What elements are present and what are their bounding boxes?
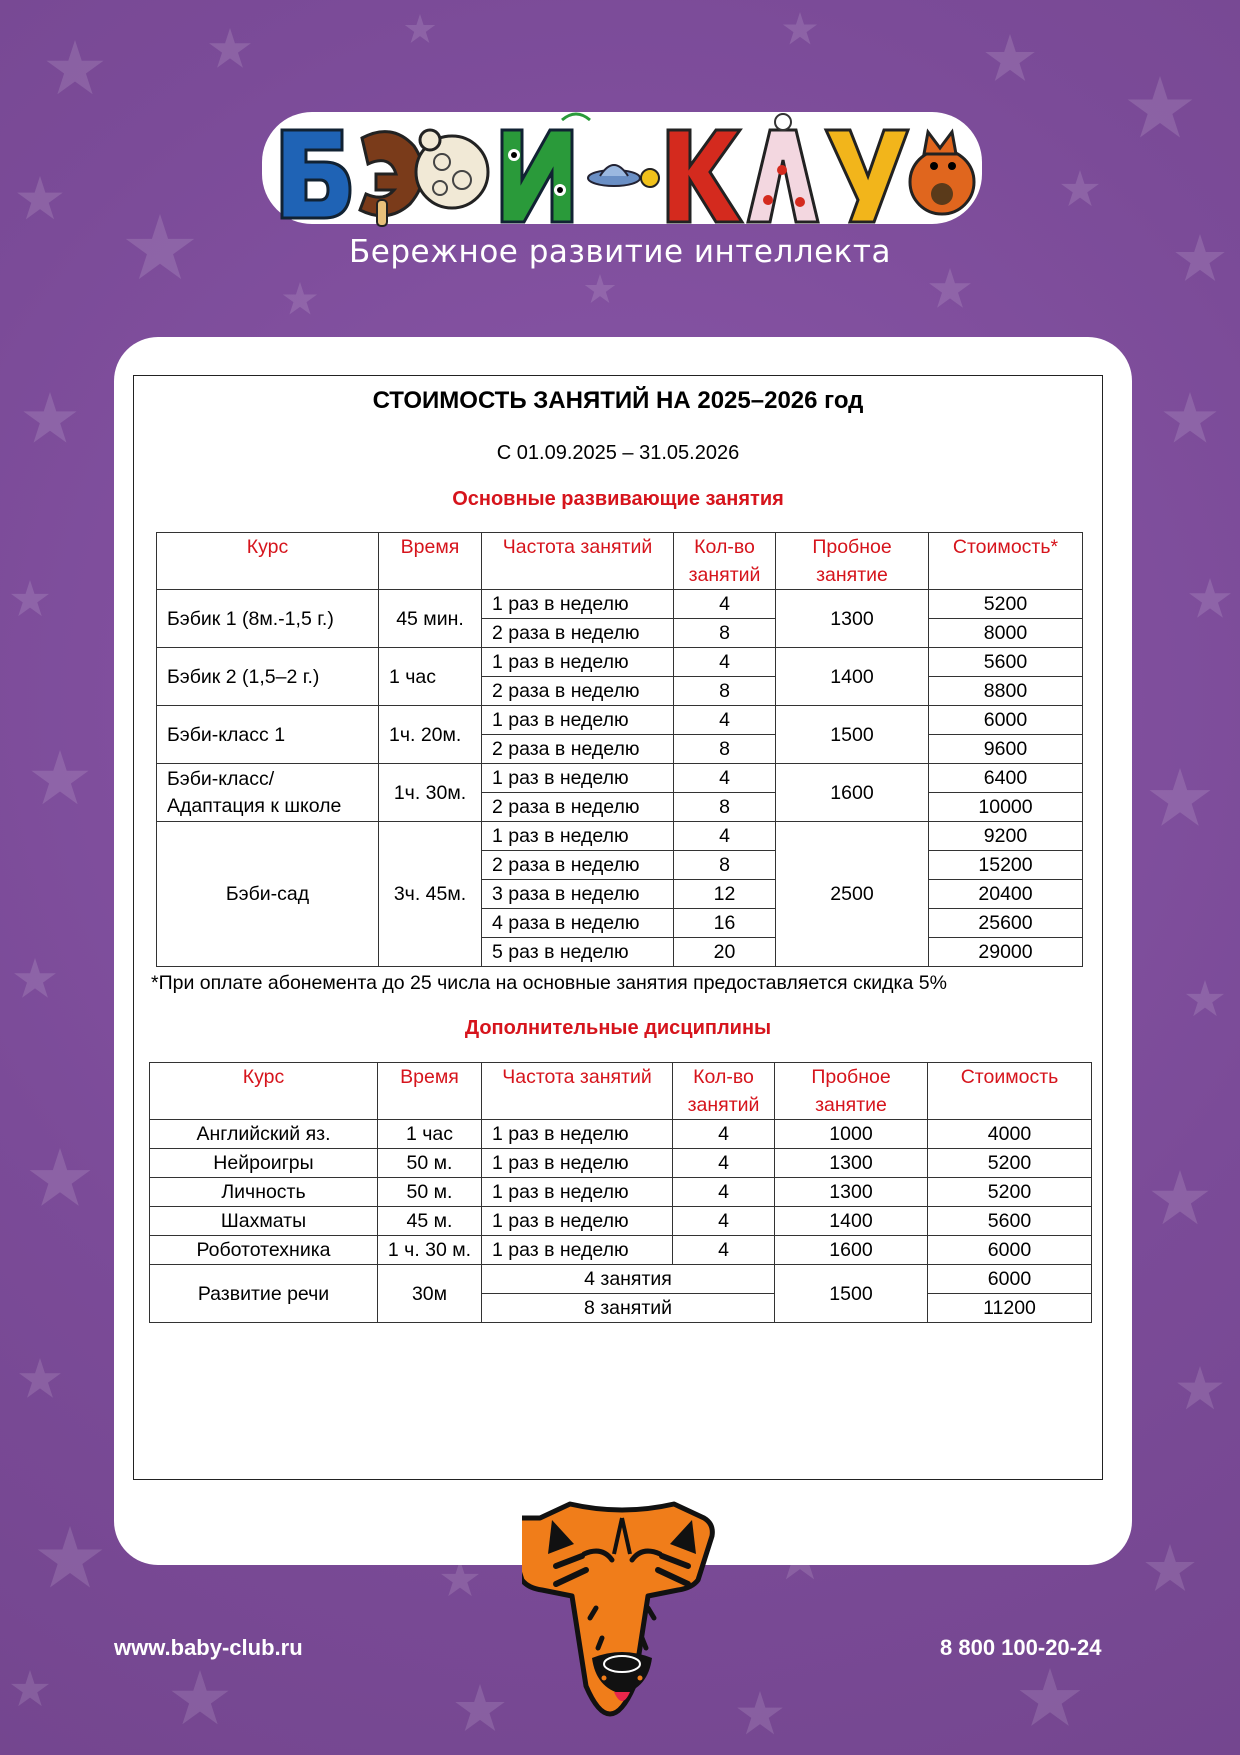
count-cell: 16: [674, 909, 776, 938]
price-cell: 4000: [928, 1120, 1092, 1149]
price-cell: 5600: [928, 1207, 1092, 1236]
course-cell: Английский яз.: [150, 1120, 378, 1149]
count-cell: 8: [674, 793, 776, 822]
table-header-row: [157, 533, 1083, 590]
column-header: Курс: [150, 1063, 378, 1120]
course-cell: Развитие речи: [150, 1265, 378, 1323]
time-cell: 50 м.: [378, 1178, 482, 1207]
table-row: [157, 648, 1083, 677]
trial-cell: 1300: [775, 1149, 928, 1178]
discount-note: *При оплате абонемента до 25 числа на основные занятия предоставляется скидка 5%: [151, 972, 947, 994]
column-header: Пробное занятие: [776, 533, 929, 590]
trial-cell: 2500: [776, 822, 929, 967]
trial-cell: 1600: [775, 1236, 928, 1265]
time-cell: 1ч. 30м.: [379, 764, 482, 822]
frequency-cell: 1 раз в неделю: [482, 1236, 673, 1265]
table-row: [150, 1149, 1092, 1178]
frequency-cell: 5 раз в неделю: [482, 938, 674, 967]
course-cell: Бэби-сад: [157, 822, 379, 967]
price-cell: 6400: [929, 764, 1083, 793]
table-row: [157, 706, 1083, 735]
price-cell: 6000: [929, 706, 1083, 735]
course-cell: Бэбик 2 (1,5–2 г.): [157, 648, 379, 706]
price-cell: 15200: [929, 851, 1083, 880]
frequency-cell: 1 раз в неделю: [482, 590, 674, 619]
count-cell: 4: [674, 822, 776, 851]
course-cell: Бэби-класс/ Адаптация к школе: [157, 764, 379, 822]
table-row: [150, 1120, 1092, 1149]
count-cell: 4: [674, 590, 776, 619]
count-cell: 20: [674, 938, 776, 967]
course-cell: Шахматы: [150, 1207, 378, 1236]
table-row: [150, 1207, 1092, 1236]
frequency-cell: 1 раз в неделю: [482, 706, 674, 735]
frequency-cell: 1 раз в неделю: [482, 1120, 673, 1149]
table-row: [157, 764, 1083, 793]
count-cell: 4: [674, 648, 776, 677]
price-cell: 8800: [929, 677, 1083, 706]
frequency-cell: 2 раза в неделю: [482, 735, 674, 764]
table-header-row: [150, 1063, 1092, 1120]
frequency-cell: 2 раза в неделю: [482, 851, 674, 880]
baby-club-logo: [262, 100, 982, 235]
table-row: [150, 1178, 1092, 1207]
time-cell: 1 ч. 30 м.: [378, 1236, 482, 1265]
page-title: СТОИМОСТЬ ЗАНЯТИЙ НА 2025–2026 год: [372, 387, 864, 414]
course-cell: Нейроигры: [150, 1149, 378, 1178]
price-cell: 10000: [929, 793, 1083, 822]
table-row: [157, 822, 1083, 851]
count-cell: 12: [674, 880, 776, 909]
price-cell: 5200: [928, 1178, 1092, 1207]
price-cell: 5200: [929, 590, 1083, 619]
frequency-cell: 2 раза в неделю: [482, 619, 674, 648]
frequency-cell: 2 раза в неделю: [482, 677, 674, 706]
frequency-cell: 2 раза в неделю: [482, 793, 674, 822]
frequency-cell: 1 раз в неделю: [482, 822, 674, 851]
column-header: Кол-во занятий: [674, 533, 776, 590]
trial-cell: 1400: [776, 648, 929, 706]
period-dates: С 01.09.2025 – 31.05.2026: [496, 442, 740, 464]
column-header: Частота занятий: [482, 533, 674, 590]
table-row: [150, 1236, 1092, 1265]
frequency-cell: 1 раз в неделю: [482, 1149, 673, 1178]
main-section-heading: Основные развивающие занятия: [452, 488, 784, 510]
count-cell: 8: [674, 851, 776, 880]
sessions-cell: 8 занятий: [482, 1294, 775, 1323]
table-row: [157, 590, 1083, 619]
trial-cell: 1000: [775, 1120, 928, 1149]
column-header: Стоимость*: [929, 533, 1083, 590]
count-cell: 8: [674, 677, 776, 706]
slogan: Бережное развитие интеллекта: [349, 234, 891, 270]
price-cell: 29000: [929, 938, 1083, 967]
column-header: Время: [378, 1063, 482, 1120]
phone-number[interactable]: 8 800 100-20-24: [940, 1635, 1102, 1660]
column-header: Время: [379, 533, 482, 590]
count-cell: 8: [674, 619, 776, 648]
price-cell: 11200: [928, 1294, 1092, 1323]
count-cell: 4: [674, 764, 776, 793]
frequency-cell: 4 раза в неделю: [482, 909, 674, 938]
main-price-table: [156, 532, 1083, 967]
trial-cell: 1500: [776, 706, 929, 764]
price-cell: 6000: [928, 1265, 1092, 1294]
time-cell: 1ч. 20м.: [379, 706, 482, 764]
price-cell: 8000: [929, 619, 1083, 648]
count-cell: 4: [674, 706, 776, 735]
column-header: Стоимость: [928, 1063, 1092, 1120]
count-cell: 4: [673, 1236, 775, 1265]
course-cell: Личность: [150, 1178, 378, 1207]
price-cell: 9600: [929, 735, 1083, 764]
frequency-cell: 1 раз в неделю: [482, 648, 674, 677]
count-cell: 4: [673, 1207, 775, 1236]
time-cell: 3ч. 45м.: [379, 822, 482, 967]
time-cell: 30м: [378, 1265, 482, 1323]
column-header: Частота занятий: [482, 1063, 673, 1120]
trial-cell: 1300: [776, 590, 929, 648]
frequency-cell: 1 раз в неделю: [482, 1207, 673, 1236]
sessions-cell: 4 занятия: [482, 1265, 775, 1294]
course-cell: Бэбик 1 (8м.-1,5 г.): [157, 590, 379, 648]
frequency-cell: 1 раз в неделю: [482, 1178, 673, 1207]
time-cell: 1 час: [379, 648, 482, 706]
price-cell: 9200: [929, 822, 1083, 851]
time-cell: 45 мин.: [379, 590, 482, 648]
course-cell: Робототехника: [150, 1236, 378, 1265]
table-row: [150, 1265, 1092, 1294]
trial-cell: 1400: [775, 1207, 928, 1236]
column-header: Пробное занятие: [775, 1063, 928, 1120]
price-cell: 20400: [929, 880, 1083, 909]
frequency-cell: 1 раз в неделю: [482, 764, 674, 793]
website-link[interactable]: www.baby-club.ru: [114, 1635, 303, 1660]
frequency-cell: 3 раза в неделю: [482, 880, 674, 909]
count-cell: 4: [673, 1120, 775, 1149]
course-cell: Бэби-класс 1: [157, 706, 379, 764]
price-cell: 5600: [929, 648, 1083, 677]
column-header: Кол-во занятий: [673, 1063, 775, 1120]
price-cell: 5200: [928, 1149, 1092, 1178]
price-cell: 25600: [929, 909, 1083, 938]
trial-cell: 1600: [776, 764, 929, 822]
time-cell: 45 м.: [378, 1207, 482, 1236]
trial-cell: 1300: [775, 1178, 928, 1207]
count-cell: 4: [673, 1178, 775, 1207]
extra-price-table: [149, 1062, 1092, 1323]
time-cell: 1 час: [378, 1120, 482, 1149]
count-cell: 8: [674, 735, 776, 764]
column-header: Курс: [157, 533, 379, 590]
tiger-face-icon: [522, 1498, 722, 1720]
extra-section-heading: Дополнительные дисциплины: [464, 1017, 772, 1039]
trial-cell: 1500: [775, 1265, 928, 1323]
count-cell: 4: [673, 1149, 775, 1178]
price-cell: 6000: [928, 1236, 1092, 1265]
time-cell: 50 м.: [378, 1149, 482, 1178]
